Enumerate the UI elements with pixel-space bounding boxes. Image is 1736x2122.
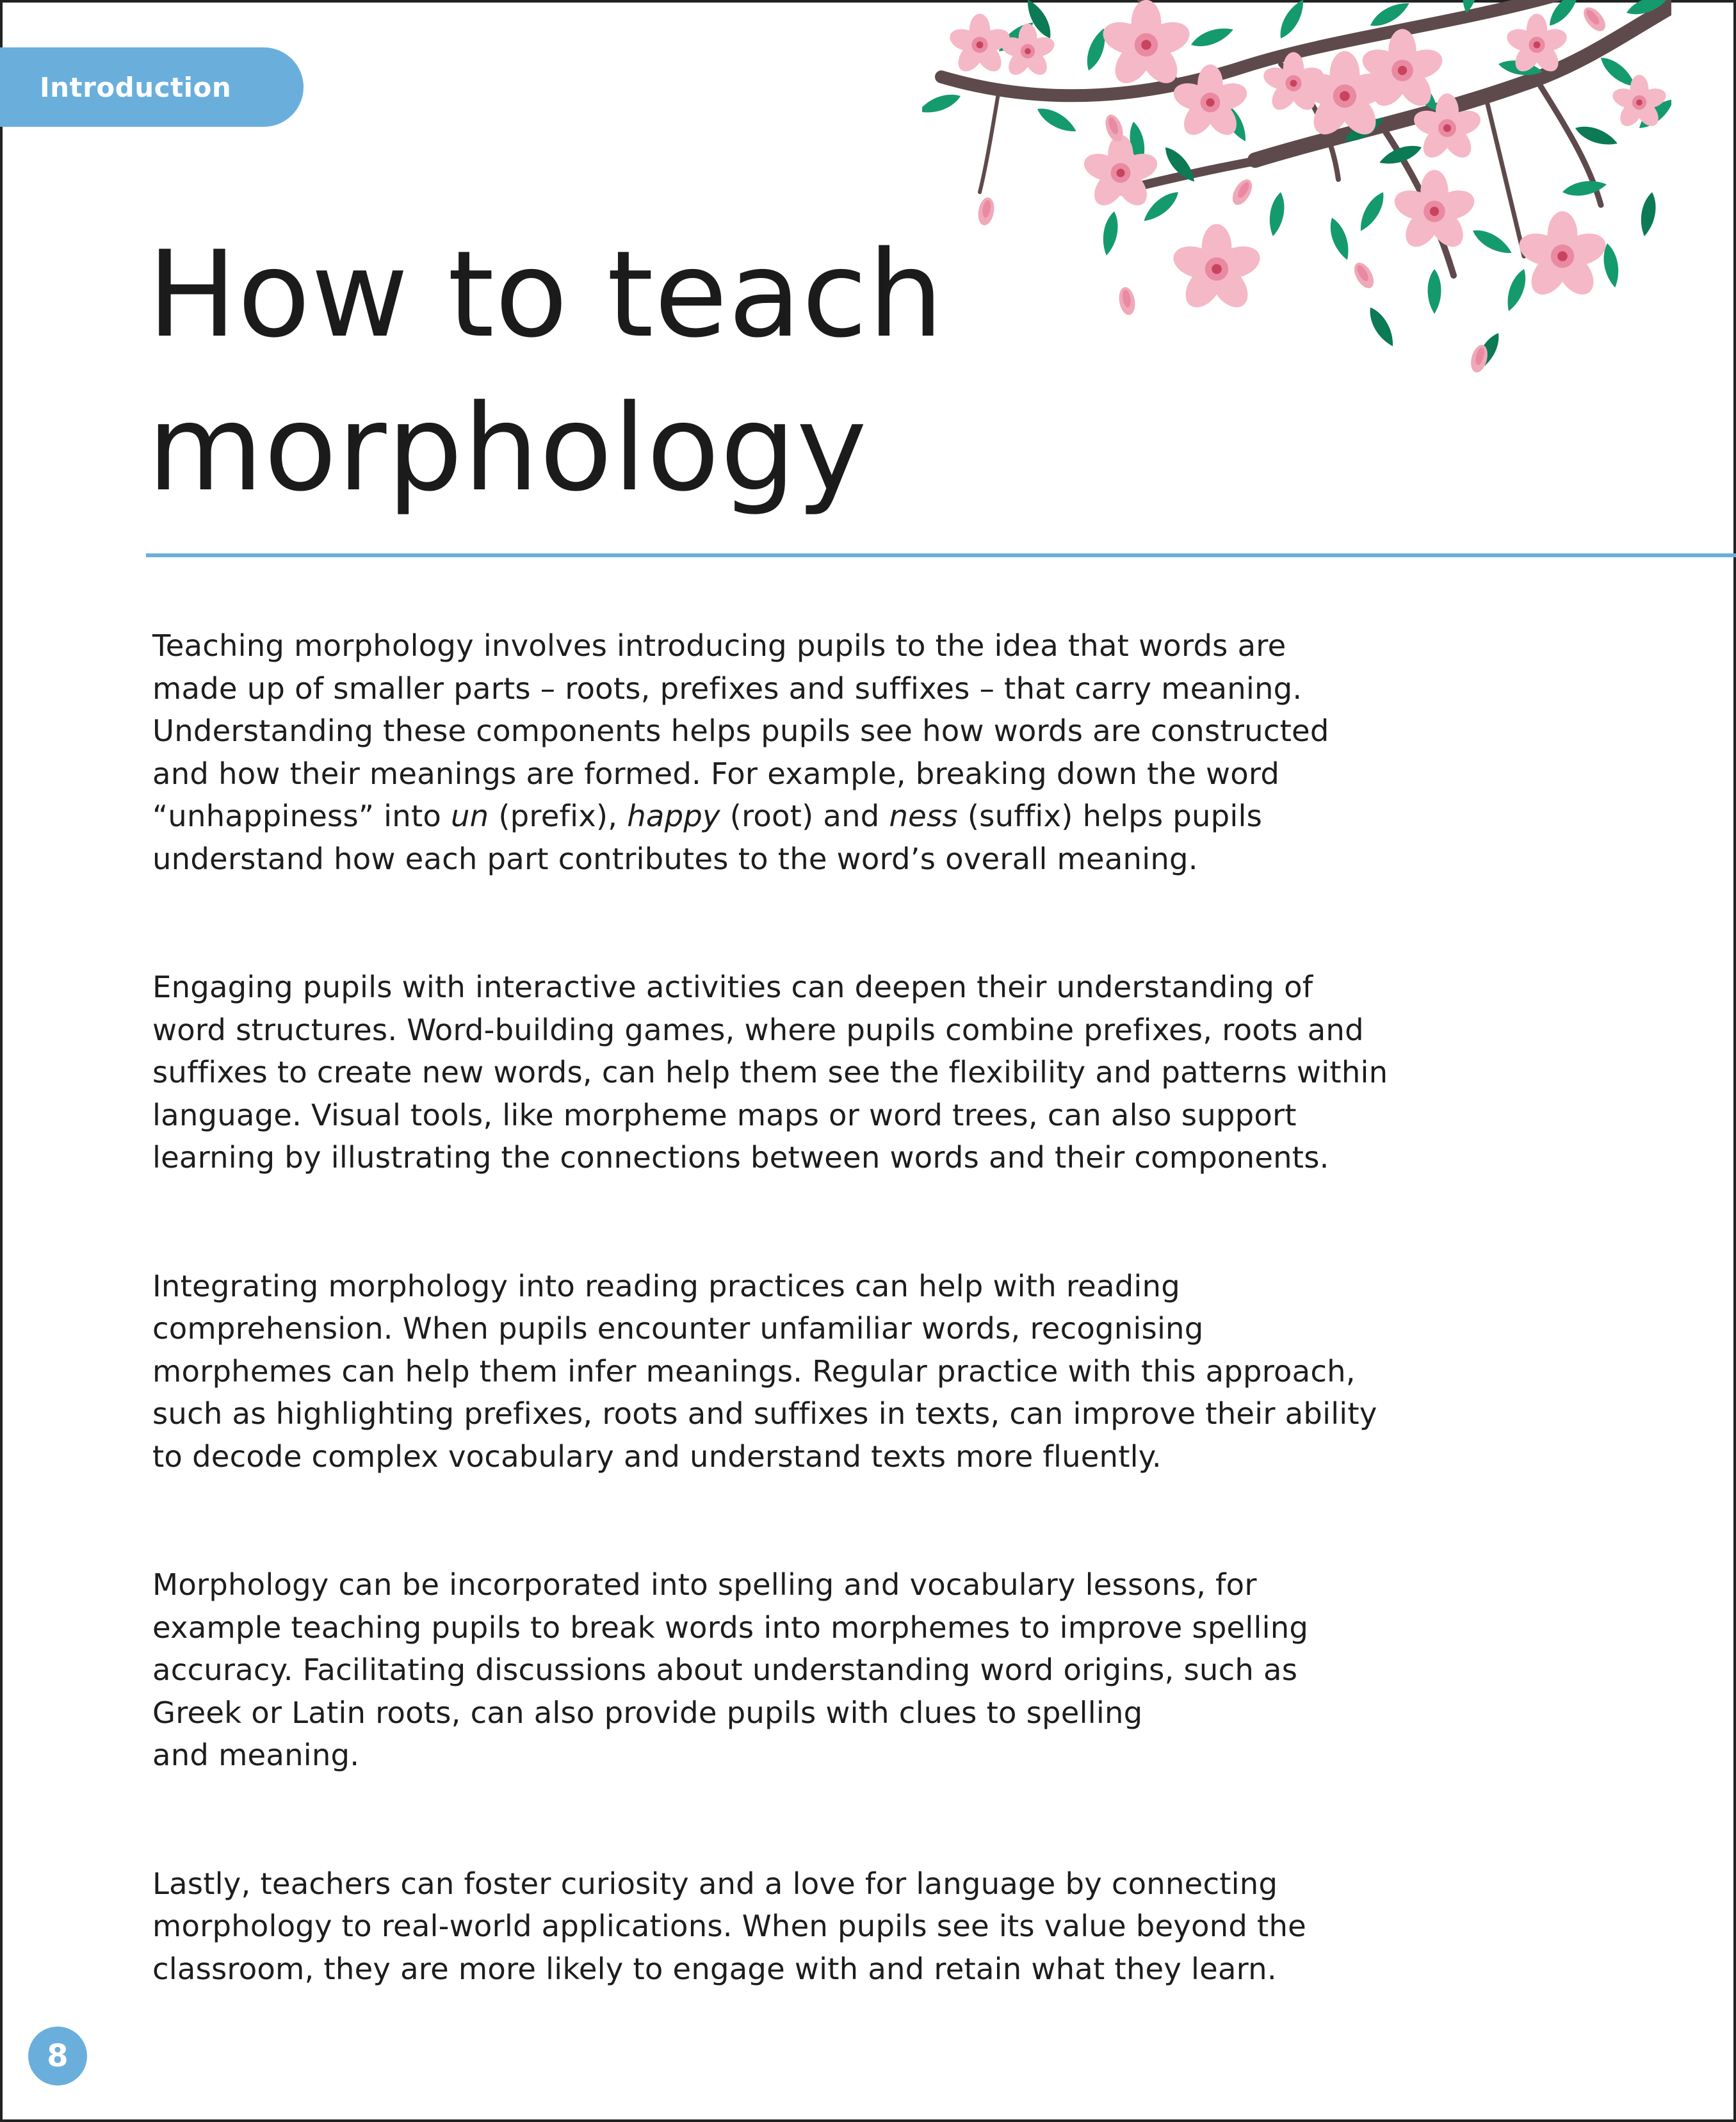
paragraph-line: morphology to real-world applications. When pupils see its value beyond the xyxy=(152,1909,1306,1943)
text-run: “unhappiness” into xyxy=(152,799,451,833)
paragraph-line: comprehension. When pupils encounter unfamiliar words, recognising xyxy=(152,1311,1204,1346)
page-title-line-2: morphology xyxy=(147,379,868,518)
root-example: happy xyxy=(627,799,720,833)
paragraph-line: Morphology can be incorporated into spelling and vocabulary lessons, for xyxy=(152,1567,1257,1602)
paragraph-line: Lastly, teachers can foster curiosity and a love for language by connecting xyxy=(152,1866,1278,1901)
paragraph-5 xyxy=(152,1863,1484,1991)
page-title xyxy=(147,218,944,525)
text-run: (suffix) helps pupils xyxy=(957,799,1263,833)
paragraph-line: Engaging pupils with interactive activities can deepen their understanding of xyxy=(152,970,1313,1004)
title-divider xyxy=(146,553,1736,557)
prefix-example: un xyxy=(451,799,489,833)
paragraph-line-with-examples xyxy=(152,795,1484,838)
paragraph-line: and how their meanings are formed. For example, breaking down the word xyxy=(152,756,1280,791)
paragraph-line: Greek or Latin roots, can also provide pupils with clues to spelling xyxy=(152,1695,1143,1730)
paragraph-line: language. Visual tools, like morpheme maps or word trees, can also support xyxy=(152,1097,1297,1132)
paragraph-line: such as highlighting prefixes, roots and suffixes in texts, can improve their ability xyxy=(152,1396,1377,1431)
paragraph-line: understand how each part contributes to the word’s overall meaning. xyxy=(152,841,1198,876)
paragraph-1 xyxy=(152,624,1484,880)
suffix-example: ness xyxy=(889,799,958,833)
paragraph-line: and meaning. xyxy=(152,1738,360,1772)
paragraph-4 xyxy=(152,1563,1484,1777)
paragraph-3 xyxy=(152,1265,1484,1478)
paragraph-line: suffixes to create new words, can help them see the flexibility and patterns within xyxy=(152,1055,1388,1090)
paragraph-line: word structures. Word-building games, where pupils combine prefixes, roots and xyxy=(152,1012,1364,1047)
paragraph-line: classroom, they are more likely to engage with and retain what they learn. xyxy=(152,1951,1277,1986)
page-number: 8 xyxy=(47,2038,69,2074)
page-number-badge xyxy=(28,2027,87,2085)
section-tab-label: Introduction xyxy=(40,71,232,103)
text-run: (root) and xyxy=(720,799,889,833)
paragraph-line: to decode complex vocabulary and understand texts more fluently. xyxy=(152,1439,1162,1474)
body-text xyxy=(152,624,1484,2076)
paragraph-2 xyxy=(152,966,1484,1179)
paragraph-line: accuracy. Facilitating discussions about understanding word origins, such as xyxy=(152,1653,1298,1687)
paragraph-line: made up of smaller parts – roots, prefixes and suffixes – that carry meaning. xyxy=(152,671,1302,706)
section-tab xyxy=(0,47,304,127)
cherry-blossom-branch-illustration xyxy=(922,0,1671,404)
paragraph-line: morphemes can help them infer meanings. Regular practice with this approach, xyxy=(152,1353,1356,1389)
paragraph-line: Understanding these components helps pupils see how words are constructed xyxy=(152,714,1329,748)
paragraph-line: learning by illustrating the connections between words and their components. xyxy=(152,1140,1329,1175)
text-run: (prefix), xyxy=(489,799,628,833)
page-title-line-1: How to teach xyxy=(147,225,945,364)
paragraph-line: Integrating morphology into reading practices can help with reading xyxy=(152,1268,1180,1303)
paragraph-line: Teaching morphology involves introducing pupils to the idea that words are xyxy=(152,628,1286,663)
paragraph-line: example teaching pupils to break words into morphemes to improve spelling xyxy=(152,1610,1309,1645)
